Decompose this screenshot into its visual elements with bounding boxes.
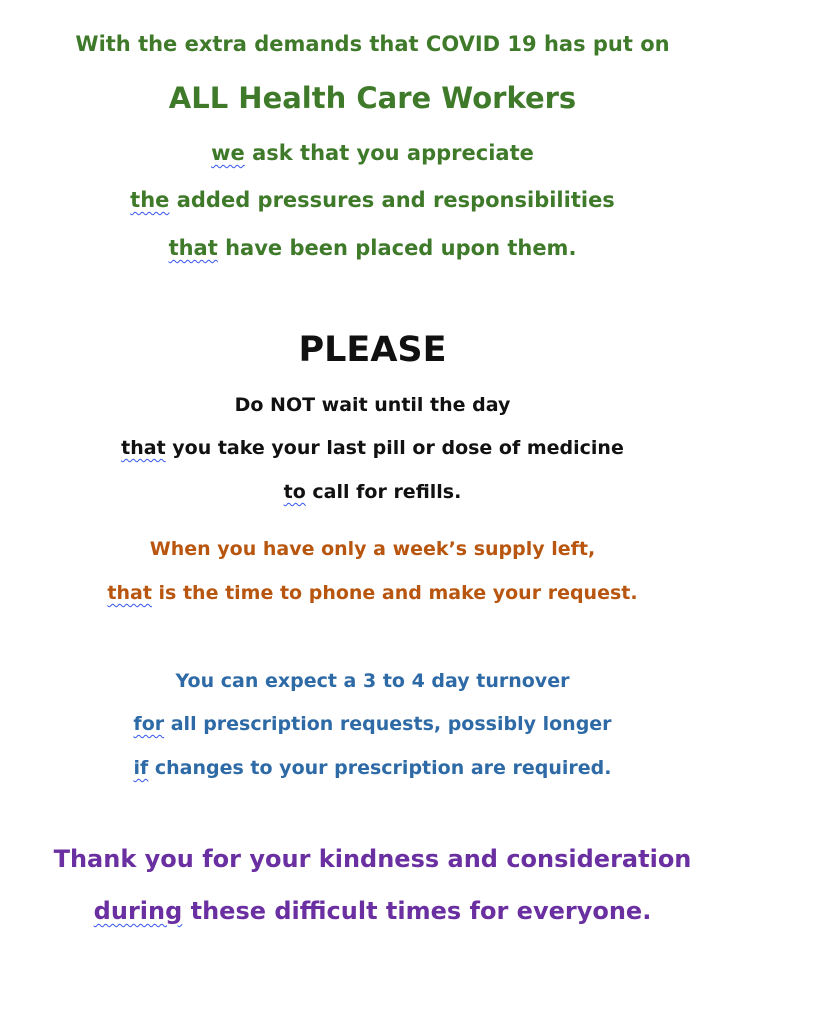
turnover-line-1-text: You can expect a 3 to 4 day turnover: [175, 670, 570, 692]
intro-heading: [0, 81, 745, 115]
timing-line-1: [0, 540, 745, 559]
turnover-line-2: [0, 715, 745, 734]
please-title-text: PLEASE: [298, 330, 447, 370]
intro-line-5: [0, 238, 745, 259]
please-line-1-text: Do NOT wait until the day: [234, 394, 511, 416]
spellcheck-word: that: [121, 437, 166, 459]
spellcheck-word: for: [133, 713, 165, 735]
closing-line-1: [0, 847, 745, 871]
spellcheck-word: the: [130, 188, 170, 212]
spellcheck-word: to: [283, 481, 306, 503]
timing-line-2: [0, 584, 745, 603]
turnover-line-3-text: changes to your prescription are required.: [148, 757, 612, 779]
intro-line-5-text: have been placed upon them.: [217, 236, 577, 260]
intro-heading-text: ALL Health Care Workers: [168, 81, 577, 115]
timing-line-2-text: is the time to phone and make your request.: [151, 582, 638, 604]
intro-line-3: [0, 143, 745, 164]
please-line-3: [0, 483, 745, 502]
please-line-1: [0, 396, 745, 415]
spellcheck-word: if: [133, 757, 149, 779]
spellcheck-word: we: [211, 141, 245, 165]
closing-line-1-text: Thank you for your kindness and consideration: [53, 845, 692, 873]
closing-line-2: [0, 899, 745, 923]
closing-line-2-text: these difficult times for everyone.: [182, 897, 652, 925]
intro-line-3-text: ask that you appreciate: [244, 141, 534, 165]
spellcheck-word: during: [93, 897, 183, 925]
turnover-line-3: [0, 759, 745, 778]
spellcheck-word: that: [107, 582, 152, 604]
intro-line-4: [0, 190, 745, 211]
intro-line-1: [0, 34, 745, 55]
please-line-2: [0, 439, 745, 458]
please-title: [0, 330, 745, 370]
spellcheck-word: that: [168, 236, 218, 260]
turnover-line-2-text: all prescription requests, possibly longer: [164, 713, 612, 735]
turnover-line-1: [0, 672, 745, 691]
timing-line-1-text: When you have only a week’s supply left,: [149, 538, 596, 560]
intro-line-1-text: With the extra demands that COVID 19 has put on: [75, 32, 670, 56]
please-line-2-text: you take your last pill or dose of medicine: [165, 437, 624, 459]
please-line-3-text: call for refills.: [305, 481, 462, 503]
intro-line-4-text: added pressures and responsibilities: [169, 188, 615, 212]
